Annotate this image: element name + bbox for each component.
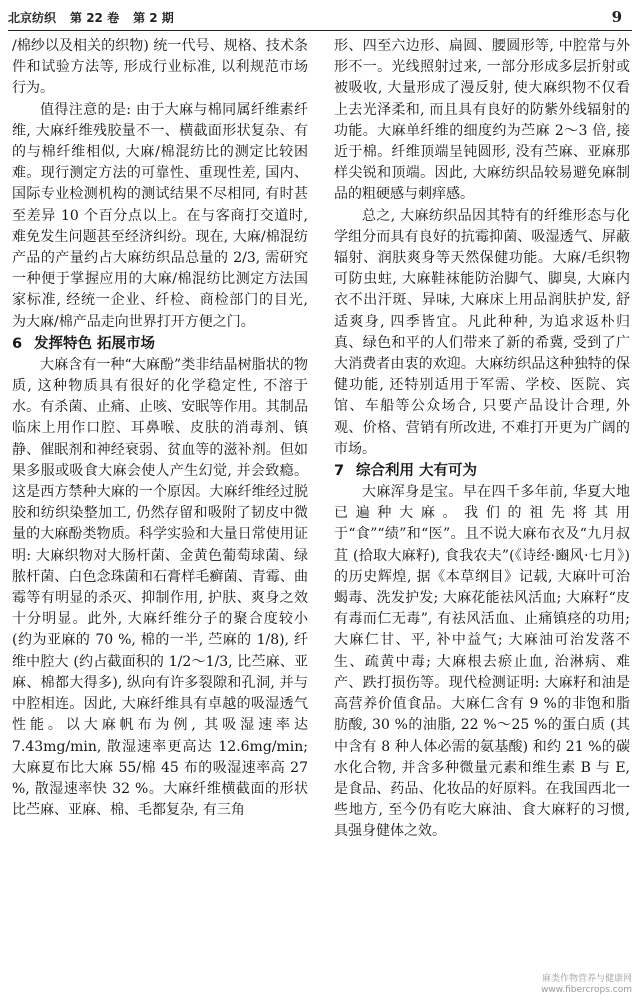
section-title: 综合利用 大有可为 bbox=[356, 463, 478, 480]
watermark-title: 麻类作物营养与健康网 bbox=[541, 974, 632, 984]
left-column bbox=[12, 36, 308, 821]
paragraph: 大麻浑身是宝。早在四千多年前, 华夏大地已遍种大麻。我们的祖先将其用于“食”“绩”和“医”。且不说大麻布衣及“九月叔苴 (拾取大麻籽), 食我农夫”(《诗经·豳风·七月》) 的历史辉煌, 据《本草纲目》记载, 大麻叶可治蝎毒、洗发护发; 大麻花能祛风活血; 大麻籽“皮有毒而仁无毒”, 有祛风活血、止痛镇痉的功用; 大麻仁甘、平, 补中益气; 大麻油可治发落不生、疏黄中毒; 大麻根去瘀止血, 治淋病、难产、跌打损伤等。现代检测证明: 大麻籽和油是高营养价值食品。大麻仁含有 9 %的非饱和脂肪酸, 30 %的油脂, 22 %～25 %的蛋白质 (其中含有 8 种人体必需的氨基酸) 和约 21 %的碳水化合物, 并含多种微量元素和维生素 B 与 E, 是食品、药品、化妆品的好原料。在我国西北一些地方, 至今仍有吃大麻油、食大麻籽的习惯, 具强身健体之效。 bbox=[334, 484, 630, 840]
section-number: 6 bbox=[12, 335, 23, 352]
paragraph: 总之, 大麻纺织品因其特有的纤维形态与化学组分而具有良好的抗霉抑菌、吸湿透气、屏蔽辐射、润肤爽身等天然保健功能。大麻/毛织物可防虫蛀, 大麻鞋袜能防治脚气、脚臭, 大麻内衣不出汗斑、异味, 大麻床上用品润肤护发, 舒适爽身, 四季皆宜。凡此种种, 为追求返朴归真、绿色和平的人们带来了新的希冀, 受到了广大消费者由衷的欢迎。大麻纺织品这种独特的保健功能, 还特别适用于军需、学校、医院、宾馆、车船等公众场合, 只要产品设计合理, 外观、价格、营销有所改进, 不难打开更为广阔的市场。 bbox=[334, 207, 630, 457]
journal-name: 北京纺织 bbox=[8, 10, 57, 25]
paragraph: 大麻含有一种“大麻酚”类非结晶树脂状的物质, 这种物质具有很好的化学稳定性, 不溶于水。有杀菌、止痛、止咳、安眠等作用。其制品临床上用作口腔、耳鼻喉、皮肤的消毒剂、镇静、催眠剂和神经衰弱、贫血等的滋补剂。但如果多服或吸食大麻会使人产生幻觉, 并会致瘾。这是西方禁种大麻的一个原因。大麻纤维经过脱胶和纺织染整加工, 仍然存留和吸附了韧皮中微量的大麻酚类物质。科学实验和大量日常使用证明: 大麻织物对大肠杆菌、金黄色葡萄球菌、绿脓杆菌、白色念珠菌和石膏样毛癣菌、青霉、曲霉等有明显的杀灭、抑制作用, 护肤、爽身之效十分明显。此外, 大麻纤维分子的聚合度较小 (约为亚麻的 70 %, 棉的一半, 苎麻的 1/8), 纤维中腔大 (约占截面积的 1/2～1/3, 比苎麻、亚麻、棉都大得多), 纵向有许多裂隙和孔洞, 并与中腔相连。因此, 大麻纤维具有卓越的吸湿透气性能。以大麻帆布为例, 其吸湿速率达 7.43mg/min, 散湿速率更高达 12.6mg/min; 大麻夏布比大麻 55/棉 45 布的吸湿速率高 27 %, 散湿速率快 32 %。大麻纤维横截面的形状比苎麻、亚麻、棉、毛都复杂, 有三角 bbox=[12, 356, 308, 819]
section-number: 7 bbox=[334, 463, 345, 480]
paragraph: 形、四至六边形、扁圆、腰圆形等, 中腔常与外形不一。光线照射过来, 一部分形成多层折射或被吸收, 大量形成了漫反射, 使大麻织物不仅看上去光泽柔和, 而且具有良好的防紫外线辐射的功能。大麻单纤维的细度约为苎麻 2～3 倍, 接近于棉。纤维顶端呈钝圆形, 没有苎麻、亚麻那样尖锐和顶端。因此, 大麻纺织品较易避免麻制品的粗硬感与刺痒感。 bbox=[334, 38, 630, 203]
right-column bbox=[334, 36, 630, 843]
paragraph: 值得注意的是: 由于大麻与棉同属纤维素纤维, 大麻纤维残胶量不一、横截面形状复杂、有的与棉纤维相似, 大麻/棉混纺比的测定比较困难。现行测定方法的可靠性、重现性差, 国内、国际专业检测机构的测试结果不尽相同, 有时甚至差异 10 个百分点以上。在与客商打交道时, 难免发生问题甚至经济纠纷。现在, 大麻/棉混纺产品的产量约占大麻纺织品总量的 2/3, 需研究一种便于掌握应用的大麻/棉混纺比测定方法国家标准, 经统一企业、纤检、商检部门的目光, 为大麻/棉产品走向世界打开方便之门。 bbox=[12, 101, 308, 330]
page-number: 9 bbox=[611, 8, 622, 26]
volume-label: 第 22 卷 bbox=[70, 10, 120, 25]
section-title: 发挥特色 拓展市场 bbox=[34, 335, 156, 352]
paragraph: /棉纱以及相关的织物) 统一代号、规格、技术条件和试验方法等, 形成行业标准, 以利规范市场行为。 bbox=[12, 38, 308, 97]
running-header bbox=[8, 4, 632, 31]
issue-label: 第 2 期 bbox=[133, 10, 174, 25]
site-watermark bbox=[541, 974, 632, 996]
watermark-url: www.fibercrops.com bbox=[541, 985, 632, 995]
section-heading-6 bbox=[12, 333, 308, 355]
section-heading-7 bbox=[334, 460, 630, 482]
